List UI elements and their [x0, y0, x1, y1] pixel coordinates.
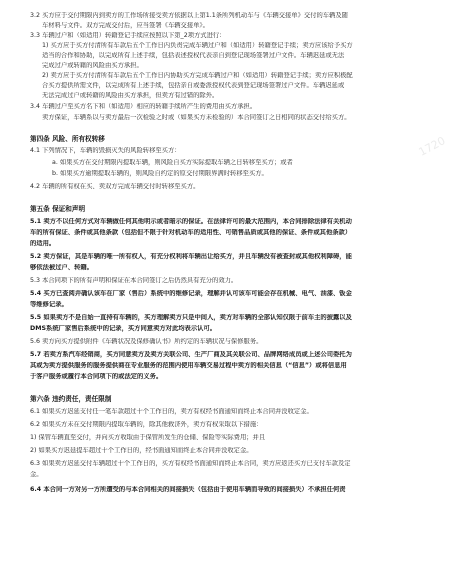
contract-line: 合买方提供所需文件，以完成所有上述手续，包括亲自或委派授权代表到登记现场签署过户文件。车辆迟延或 — [42, 82, 345, 89]
contract-line: 够依法被过户、转籍。 — [30, 264, 93, 271]
contract-line: 等维修记录。 — [30, 301, 68, 308]
contract-line: 2) 卖方应于买方付清所有车款后五个工作日内协助买方完成车辆过户和（如适用）转籍登记手续；卖方应积极配 — [42, 72, 353, 79]
contract-line: 无法完成过户或转籍的风险由买方承担，但卖方有过错的除外。 — [42, 92, 219, 99]
contract-line: 6.2 如果买方未在交付期限内提取车辆的，除其他救济外，卖方有权采取以下措施： — [30, 421, 263, 428]
contract-line: 5.4 买方已查阅并确认该车在厂家（售后）系统中的维修记录，理解并认可该车可能会存在机械、电气、油漆、钣金 — [30, 290, 352, 297]
contract-line: 2) 如果买方迟延提车超过十个工作日的，经书面通知而终止本合同并没收定金。 — [30, 447, 253, 454]
contract-line: DMS系统厂家售后系统中的记录，买方同意卖方对此均表示认可。 — [30, 325, 217, 332]
contract-line: 6.3 如果卖方迟延交付车辆超过十个工作日的，买方有权经书面通知而终止本合同，卖方应返还买方已支付车款及定 — [30, 460, 351, 467]
contract-line: a. 如果买方在交付期限内提取车辆，则风险自买方实际提取车辆之日转移至买方；或者 — [52, 159, 293, 166]
contract-line: 1) 买方应于买方付清所有车款后五个工作日内负责完成车辆过户和（如适用）转籍登记手续；卖方应该给予买方 — [42, 42, 353, 49]
contract-line: 车材料与文件。双方完成交付后，应当签署《车辆交接单》。 — [42, 22, 209, 29]
contract-line: 3.3 车辆过户和（如适用）转籍登记手续应按照以下第_2项方式进行： — [30, 32, 226, 39]
contract-line: 车的所有保证、条件或其他条款（包括但不限于针对机动车的适用性、可销售品质或其他的保证、条件或其他条款） — [30, 229, 352, 236]
contract-line: 金。 — [30, 471, 43, 478]
contract-line: 5.2 卖方保证，其是车辆的唯一所有权人，有充分权利将车辆出让给买方，并且车辆没有被查封或其他权利障碍，能 — [30, 253, 352, 260]
contract-line: 完成过户或转籍的风险由买方承担。 — [42, 62, 143, 69]
contract-line: 5.7 若卖方系汽车经销商，买方同意卖方及卖方关联公司、生产厂商及其关联公司、品牌网络成员或上述公司委托为 — [30, 351, 352, 358]
contract-line: 3.2 买方应于交付期限内到卖方的工作场所接受卖方依据以上第1.1条所列机动车与《车辆交接单》交付的车辆及随 — [30, 12, 348, 19]
contract-line: 5.3 本合同项下的所有声明和保证在本合同签订之后仍然具有充分的效力。 — [30, 277, 238, 284]
contract-line: 第四条 风险、所有权转移 — [30, 135, 105, 143]
watermark: 1720 — [416, 134, 448, 159]
contract-line: 5.1 卖方不以任何方式对车辆做任何其他明示或者暗示的保证。在法律许可的最大范围内，本合同排除法律有关机动 — [30, 218, 352, 225]
contract-line: b. 如果买方逾期提取车辆的，则风险自约定的原交付期限界满时转移至买方。 — [52, 170, 268, 177]
contract-line: 的适用。 — [30, 240, 56, 247]
contract-line: 1) 保管车辆直至交付，并向买方收取由于保管所发生的仓储、保险等实际费用；并且 — [30, 434, 266, 441]
contract-line: 第五条 保证和声明 — [30, 205, 86, 213]
contract-line: 6.4 本合同一方对另一方所遭受的与本合同相关的间接损失（包括由于使用车辆而导致的间接损失）不承担任何责 — [30, 486, 346, 493]
contract-line: 卖方保证，车辆系以与卖方最后一次检验之时或（如果买方未检验的）本合同签订之日相同的状态交付给买方。 — [42, 114, 351, 121]
contract-line: 4.2 车辆的所有权在买、卖双方完成车辆交付时转移至买方。 — [30, 183, 200, 190]
contract-line: 其或为卖方提供服务的服务提供商在专业服务的范围内使用车辆交易过程中卖方的相关信息（“信息”）或将信息用 — [30, 362, 347, 369]
contract-line: 第六条 违约责任，责任限制 — [30, 395, 112, 403]
contract-line: 适当的合作和协助，以完成所有上述手续，包括表述授权代表亲自到登记现场签署过户文件。车辆迟延或无法 — [42, 52, 345, 59]
contract-line: 6.1 如果买方迟延支付任一笔车款超过十个工作日的，卖方有权经书面通知而终止本合同并没收定金。 — [30, 408, 313, 415]
contract-line: 3.4 车辆过户至买方名下和（如适用）相应的转籍手续所产生的费用由买方承担。 — [30, 103, 257, 110]
contract-line: 4.1 下列情况下，车辆的毁损灭失的风险转移至买方： — [30, 147, 181, 154]
contract-line: 于客户服务或履行本合同项下的或法定的义务。 — [30, 373, 163, 380]
contract-line: 5.6 卖方向买方提供附件《车辆状况及保修确认书》所约定的车辆状况与保修服务。 — [30, 338, 263, 345]
contract-line: 5.5 如果卖方不是自始一直持有车辆的，买方理解卖方只是中间人，卖方对车辆的全部认知仅限于前车主的披露以及 — [30, 314, 352, 321]
